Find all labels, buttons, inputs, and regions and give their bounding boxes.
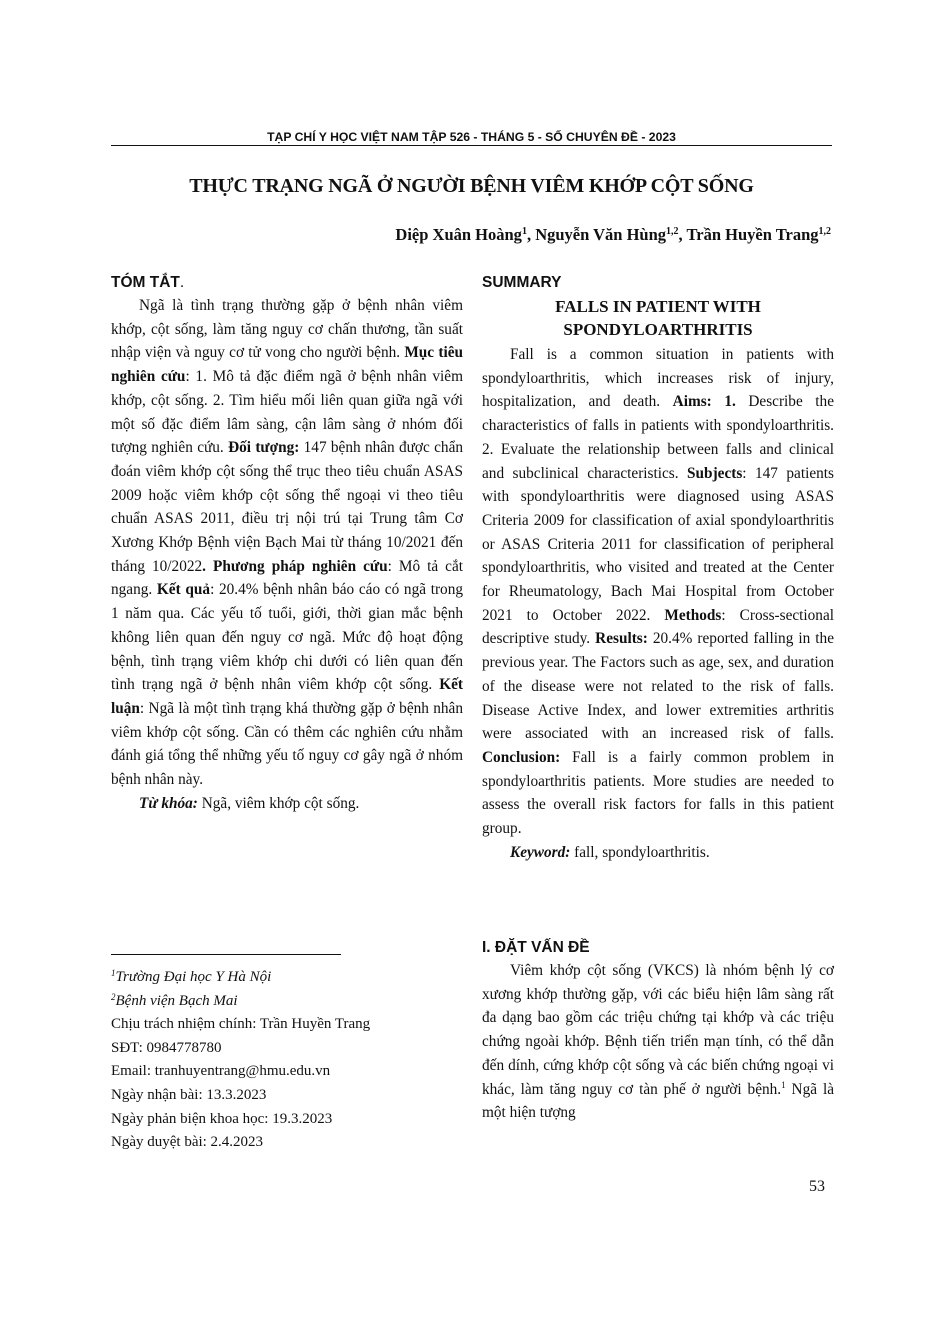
author-name: Nguyễn Văn Hùng	[535, 225, 667, 244]
abstract-en-intro: Fall is a common situation in patients with spondyloarthritis, which increases risk of injury, hospitalization, and death.	[482, 346, 834, 411]
introduction-paragraph	[482, 959, 834, 1125]
footnote-rule	[111, 954, 341, 955]
abstract-en-paragraph	[482, 343, 834, 841]
running-header: TẠP CHÍ Y HỌC VIỆT NAM TẬP 526 - THÁNG 5 - SỐ CHUYÊN ĐỀ - 2023	[267, 130, 676, 144]
conclusion-label: Conclusion:	[482, 748, 561, 766]
results-text: : 20.4% bệnh nhân báo cáo có ngã trong 1 năm qua. Các yếu tố tuổi, giới, thời gian mắc bệnh không liên quan đến nguy cơ ngã. Mức độ hoạt động bệnh, tình trạng viêm khớp chi dưới có liên quan đến tình trạng ngã ở bệnh nhân viêm khớp cột sống.	[111, 581, 463, 694]
author-affiliation: 1,2	[818, 226, 831, 237]
conclusion-text: : Ngã là một tình trạng khá thường gặp ở bệnh nhân viêm khớp cột sống. Cần có thêm các nghiên cứu nhằm đánh giá tổng thể những yếu tố nguy cơ gây ngã ở nhóm bệnh nhân này.	[111, 699, 463, 789]
conclusion-label: Kết luận	[111, 676, 463, 717]
heading-text: TÓM TẮT	[111, 274, 180, 291]
footnote-affiliation-2	[111, 990, 471, 1014]
footnote-phone: SĐT: 0984778780	[111, 1039, 222, 1056]
section-heading-summary: SUMMARY	[482, 274, 562, 291]
aims-text: : 1. Mô tả đặc điểm ngã ở bệnh nhân viêm khớp, cột sống. 2. Tìm hiểu mối liên quan giữa ngã với một số đặc điểm lâm sàng, cận lâm sàng ở nhóm đối tượng nghiên cứu.	[111, 368, 463, 457]
footnotes	[111, 966, 471, 1155]
subjects-label: Đối tượng:	[228, 439, 300, 457]
section-heading-tom-tat	[111, 272, 463, 294]
author-name: Trần Huyền Trang	[686, 225, 819, 244]
methods-label: Phương pháp nghiên cứu	[213, 557, 388, 575]
affiliation-number: 1	[111, 968, 116, 978]
abstract-vi-paragraph	[111, 294, 463, 792]
keywords-text: fall, spondyloarthritis.	[570, 843, 710, 861]
author-separator: ,	[678, 225, 687, 244]
keywords-en	[482, 841, 834, 865]
abstract-vietnamese	[111, 272, 463, 815]
keywords-label: Từ khóa:	[139, 794, 198, 812]
introduction-text-continued: Ngã là một hiện tượng	[482, 1080, 834, 1122]
footnote-responsible: Chịu trách nhiệm chính: Trần Huyền Trang	[111, 1016, 371, 1033]
methods-text: : Cross-sectional descriptive study.	[482, 606, 834, 648]
affiliation-text: Bệnh viện Bạch Mai	[115, 992, 238, 1009]
conclusion-text: Fall is a fairly common problem in spondyloarthritis patients. More studies are needed to assess the overall risk factors for falls in this patient group.	[482, 748, 834, 838]
author-affiliation: 1	[521, 226, 527, 237]
summary-title	[482, 295, 834, 341]
summary-title-line: SPONDYLOARTHRITIS	[563, 320, 753, 339]
footnote-approved-date: Ngày duyệt bài: 2.4.2023	[111, 1134, 264, 1151]
aims-label: Mục tiêu nghiên cứu	[111, 344, 464, 386]
keywords-text: Ngã, viêm khớp cột sống.	[197, 794, 360, 812]
footnote-reviewed-date: Ngày phản biện khoa học: 19.3.2023	[111, 1110, 333, 1127]
summary-title-line: FALLS IN PATIENT WITH	[555, 297, 761, 316]
affiliation-number: 2	[111, 991, 116, 1002]
affiliation-text: Trường Đại học Y Hà Nội	[115, 969, 272, 985]
subjects-end: .	[202, 557, 206, 575]
results-label: Results:	[595, 630, 648, 648]
author-list	[395, 225, 831, 245]
aims-label: Aims: 1.	[672, 393, 736, 411]
section-introduction	[482, 937, 834, 1125]
results-label: Kết quả	[156, 581, 211, 599]
introduction-text: Viêm khớp cột sống (VKCS) là nhóm bệnh lý cơ xương khớp thường gặp, với các biểu hiện lâm sàng rất đa dạng bao gồm các triệu chứng tại khớp và các triệu chứng ngoài khớp. Bệnh tiến triển mạn tính, có thể dẫn đến dính, cứng khớp cột sống và các biến chứng ngoại vi khác, làm tăng nguy cơ tàn phế ở người bệnh.	[482, 962, 834, 1098]
subjects-label: Subjects	[687, 464, 743, 482]
keywords-label: Keyword:	[510, 843, 571, 861]
subjects-text: : 147 patients with spondyloarthritis were diagnosed using ASAS Criteria 2009 for classification of axial spondyloarthritis or ASAS Criteria 2011 for classification of peripheral spondyloarthritis, who visited and treated at the Center for Rheumatology, Bach Mai Hospital from October 2021 to October 2022.	[482, 464, 834, 624]
article-title: THỰC TRẠNG NGÃ Ở NGƯỜI BỆNH VIÊM KHỚP CỘT SỐNG	[189, 175, 754, 197]
section-heading-introduction: I. ĐẶT VẤN ĐỀ	[482, 939, 590, 956]
subjects-text: 147 bệnh nhân được chẩn đoán viêm khớp cột sống thể trục theo tiêu chuẩn ASAS 2009 hoặc viêm khớp cột sống thể ngoại vi theo tiêu chuẩn ASAS 2011, điều trị nội trú tại Trung tâm Cơ Xương Khớp Bệnh viện Bạch Mai từ tháng 10/2021 đến tháng 10/2022	[111, 439, 464, 575]
abstract-vi-intro: Ngã là tình trạng thường gặp ở bệnh nhân viêm khớp, cột sống, làm tăng nguy cơ chấn thương, tần suất nhập viện và nguy cơ tử vong cho người bệnh.	[111, 297, 463, 362]
footnote-email[interactable]: Email: tranhuyentrang@hmu.edu.vn	[111, 1063, 331, 1080]
abstract-english	[482, 272, 834, 864]
results-text: 20.4% reported falling in the previous year. The Factors such as age, sex, and duration of the disease were not related to the risk of falls. Disease Active Index, and lower extremities arthritis were associated with an increased risk of falls.	[482, 630, 834, 743]
citation-reference[interactable]: 1	[781, 1079, 786, 1090]
methods-label: Methods	[664, 606, 722, 624]
footnote-received-date: Ngày nhận bài: 13.3.2023	[111, 1086, 267, 1103]
keywords-vi	[111, 792, 463, 816]
aims-text: Describe the characteristics of falls in patients with spondyloarthritis. 2. Evaluate the relationship between falls and clinical and subclinical characteristics.	[482, 393, 834, 482]
author-separator: ,	[526, 225, 536, 244]
author-name: Diệp Xuân Hoàng	[395, 225, 522, 244]
heading-suffix: .	[179, 274, 185, 291]
page-number: 53	[809, 1178, 825, 1195]
header-rule	[111, 145, 832, 146]
author-affiliation: 1,2	[666, 226, 679, 237]
footnote-affiliation-1	[111, 966, 471, 990]
methods-text: : Mô tả cắt ngang.	[111, 557, 464, 599]
